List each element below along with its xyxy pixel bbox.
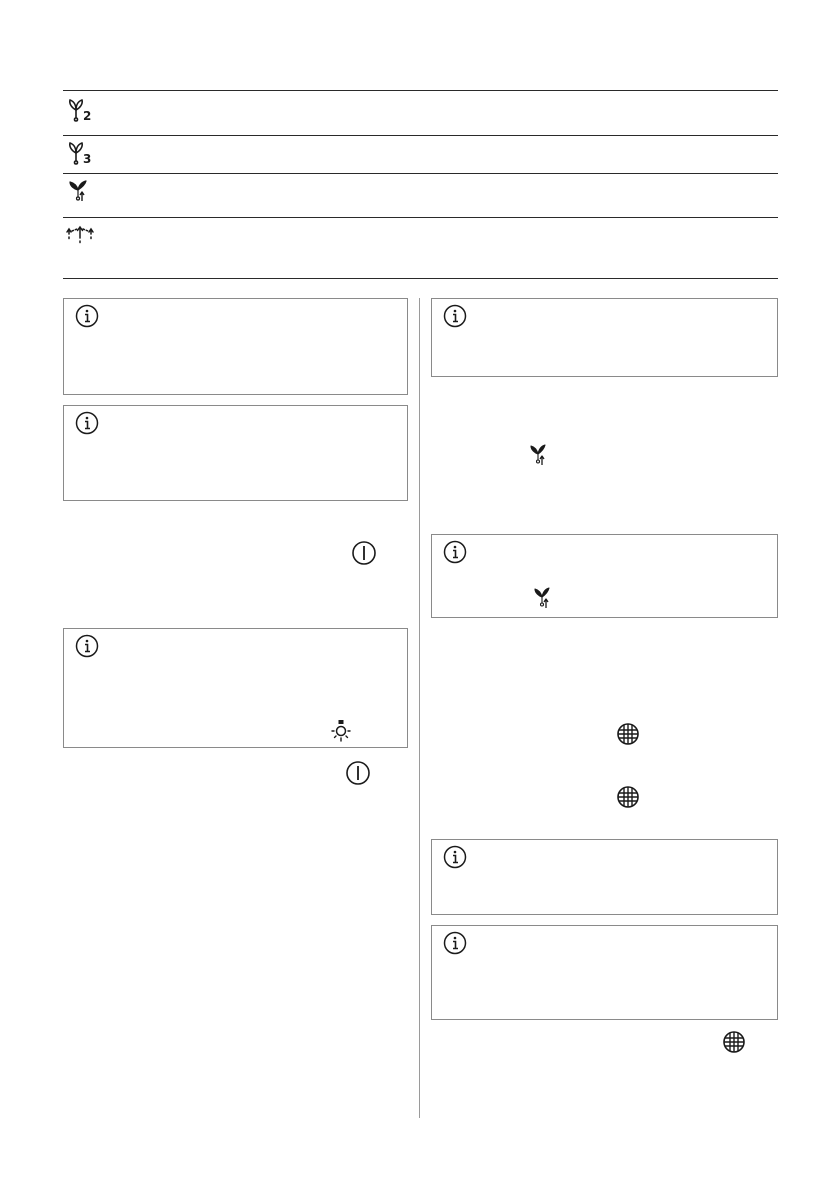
breeze-icon — [66, 222, 96, 248]
info-icon — [443, 845, 467, 869]
svg-text:2: 2 — [83, 109, 92, 123]
info-note — [63, 298, 408, 395]
fan-boost-icon — [532, 587, 556, 611]
power-icon — [351, 540, 377, 566]
info-icon — [75, 411, 99, 435]
table-rule — [63, 90, 778, 91]
info-icon — [443, 304, 467, 328]
info-icon — [75, 634, 99, 658]
filter-grid-icon — [722, 1030, 746, 1054]
info-icon — [443, 540, 467, 564]
info-note — [63, 628, 408, 748]
fan-boost-icon — [66, 179, 96, 205]
info-icon — [443, 931, 467, 955]
info-note — [431, 839, 778, 915]
table-rule — [63, 278, 778, 279]
info-note — [431, 925, 778, 1020]
info-icon — [75, 304, 99, 328]
table-rule — [63, 217, 778, 218]
table-rule — [63, 173, 778, 174]
fan-speed-3-icon — [66, 141, 96, 167]
filter-grid-icon — [616, 722, 640, 746]
info-note — [431, 534, 778, 618]
svg-text:3: 3 — [83, 152, 92, 166]
power-icon — [345, 760, 371, 786]
fan-speed-2-icon — [66, 98, 96, 124]
table-rule — [63, 135, 778, 136]
column-divider — [419, 298, 420, 1118]
fan-boost-icon — [528, 444, 552, 468]
light-icon — [329, 719, 353, 743]
info-note — [431, 298, 778, 377]
info-note — [63, 405, 408, 501]
filter-grid-icon — [616, 785, 640, 809]
